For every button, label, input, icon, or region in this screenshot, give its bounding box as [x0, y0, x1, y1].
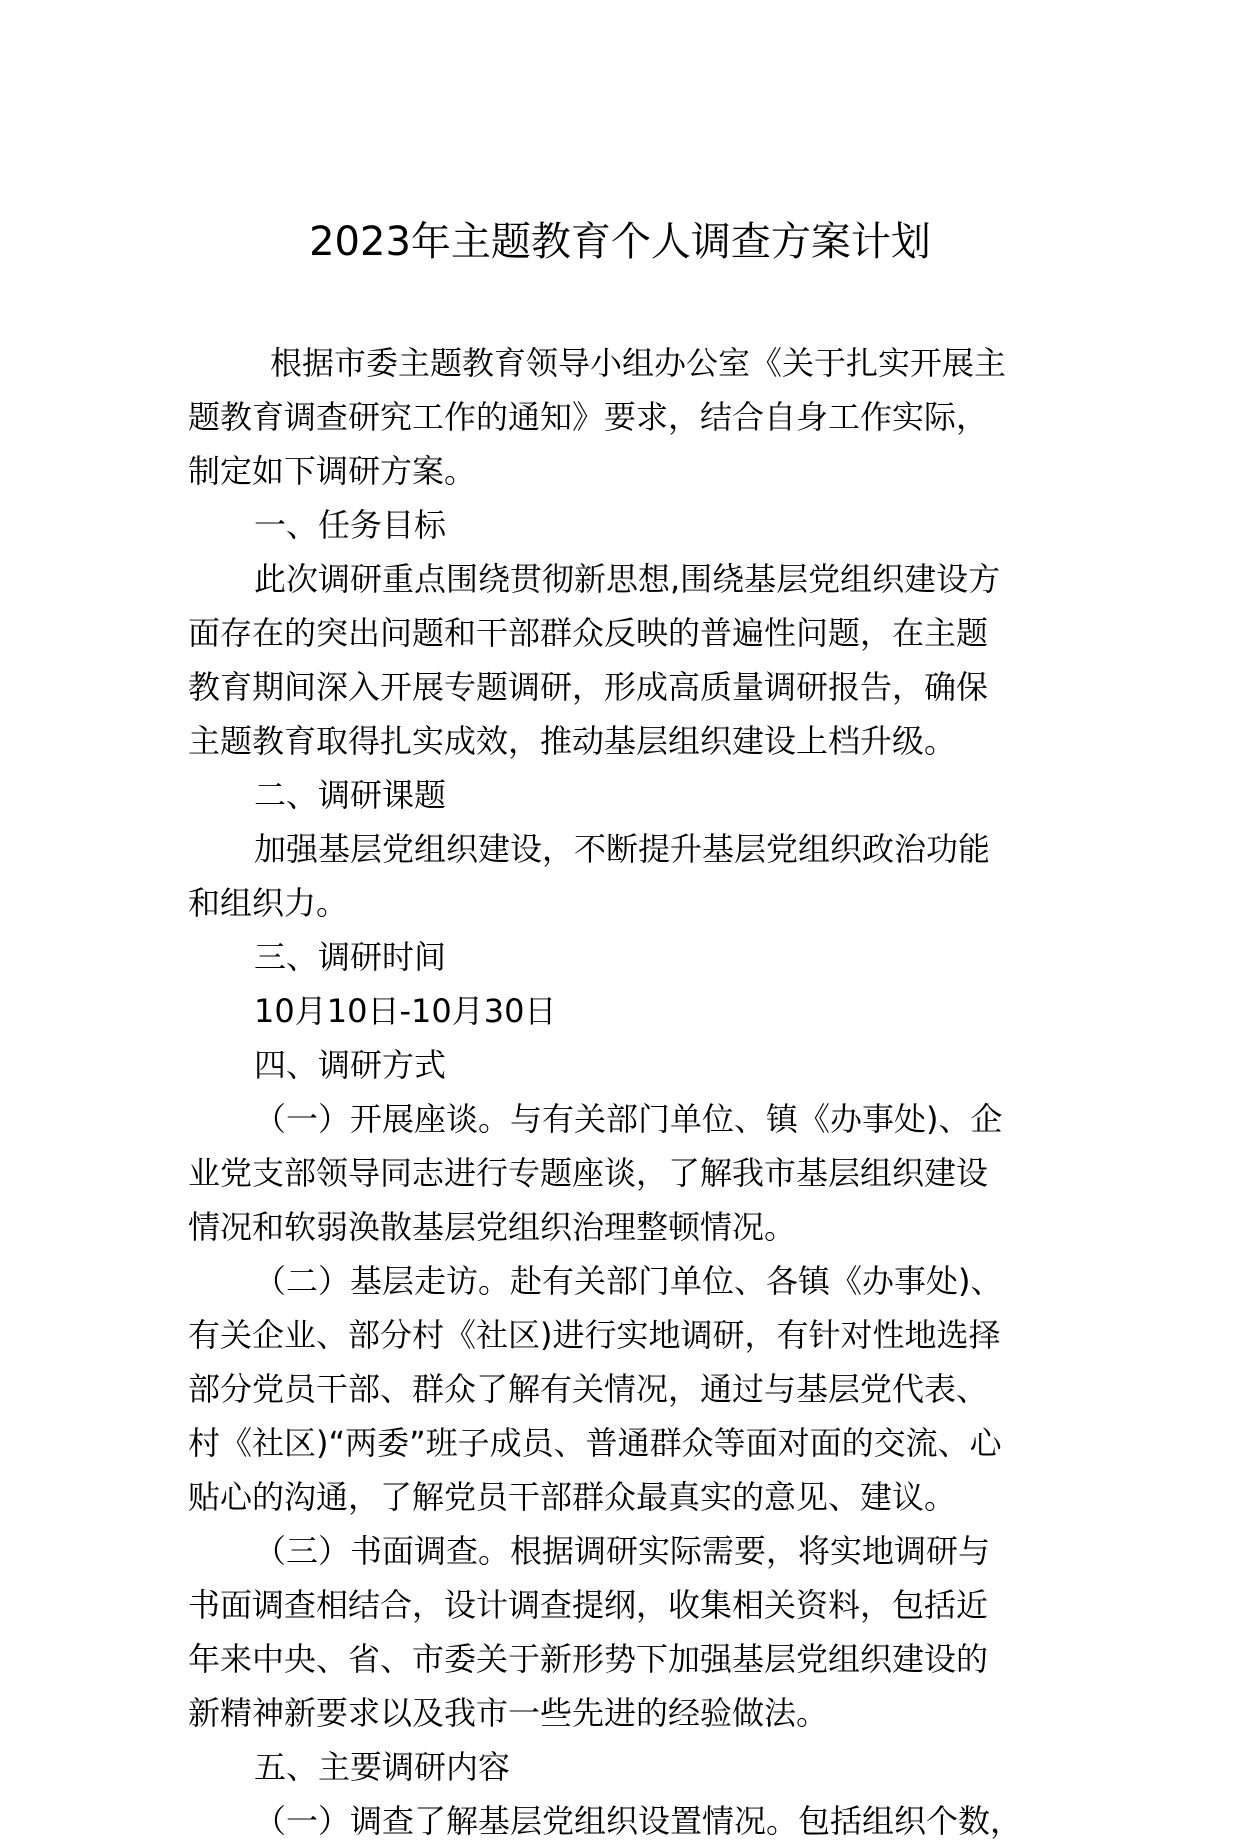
body-line: （三）书面调查。根据调研实际需要，将实地调研与 [254, 1532, 991, 1570]
document-body [188, 336, 1058, 1848]
body-line: 此次调研重点围绕贯彻新思想,围绕基层党组织建设方 [254, 560, 1001, 598]
section-heading-research-topic: 二、调研课题 [254, 776, 447, 814]
section-heading-research-methods: 四、调研方式 [254, 1046, 447, 1084]
body-line: 业党支部领导同志进行专题座谈，了解我市基层组织建设 [188, 1154, 989, 1192]
section-heading-task-goals: 一、任务目标 [254, 506, 447, 544]
body-line: 部分党员干部、群众了解有关情况，通过与基层党代表、 [188, 1370, 989, 1408]
body-line: 有关企业、部分村《社区)进行实地调研，有针对性地选择 [188, 1316, 1001, 1354]
body-line: 新精神新要求以及我市一些先进的经验做法。 [188, 1694, 829, 1732]
body-line: 和组织力。 [188, 884, 349, 922]
body-line: （一）开展座谈。与有关部门单位、镇《办事处)、企 [254, 1100, 1003, 1138]
body-line: 面存在的突出问题和干部群众反映的普遍性问题，在主题 [188, 614, 989, 652]
section-heading-research-time: 三、调研时间 [254, 938, 447, 976]
section-heading-main-content: 五、主要调研内容 [254, 1748, 511, 1786]
document-title: 2023年主题教育个人调查方案计划 [309, 219, 931, 265]
body-line: （一）调查了解基层党组织设置情况。包括组织个数， [254, 1802, 1023, 1840]
body-line: 主题教育取得扎实成效，推动基层组织建设上档升级。 [188, 722, 957, 760]
body-line: 书面调查相结合，设计调查提纲，收集相关资料，包括近 [188, 1586, 989, 1624]
body-line: 题教育调查研究工作的通知》要求，结合自身工作实际， [188, 398, 989, 436]
body-line: （二）基层走访。赴有关部门单位、各镇《办事处)、 [254, 1262, 1003, 1300]
body-line: 制定如下调研方案。 [188, 452, 477, 490]
body-line: 根据市委主题教育领导小组办公室《关于扎实开展主 [270, 344, 1007, 382]
body-line-date-range: 10月10日-10月30日 [254, 992, 557, 1030]
body-line: 教育期间深入开展专题调研，形成高质量调研报告，确保 [188, 668, 989, 706]
body-line: 村《社区)“两委”班子成员、普通群众等面对面的交流、心 [188, 1424, 1002, 1462]
body-line: 情况和软弱涣散基层党组织治理整顿情况。 [188, 1208, 797, 1246]
body-line: 年来中央、省、市委关于新形势下加强基层党组织建设的 [188, 1640, 989, 1678]
body-line: 加强基层党组织建设，不断提升基层党组织政治功能 [254, 830, 991, 868]
body-line: 贴心的沟通，了解党员干部群众最真实的意见、建议。 [188, 1478, 957, 1516]
